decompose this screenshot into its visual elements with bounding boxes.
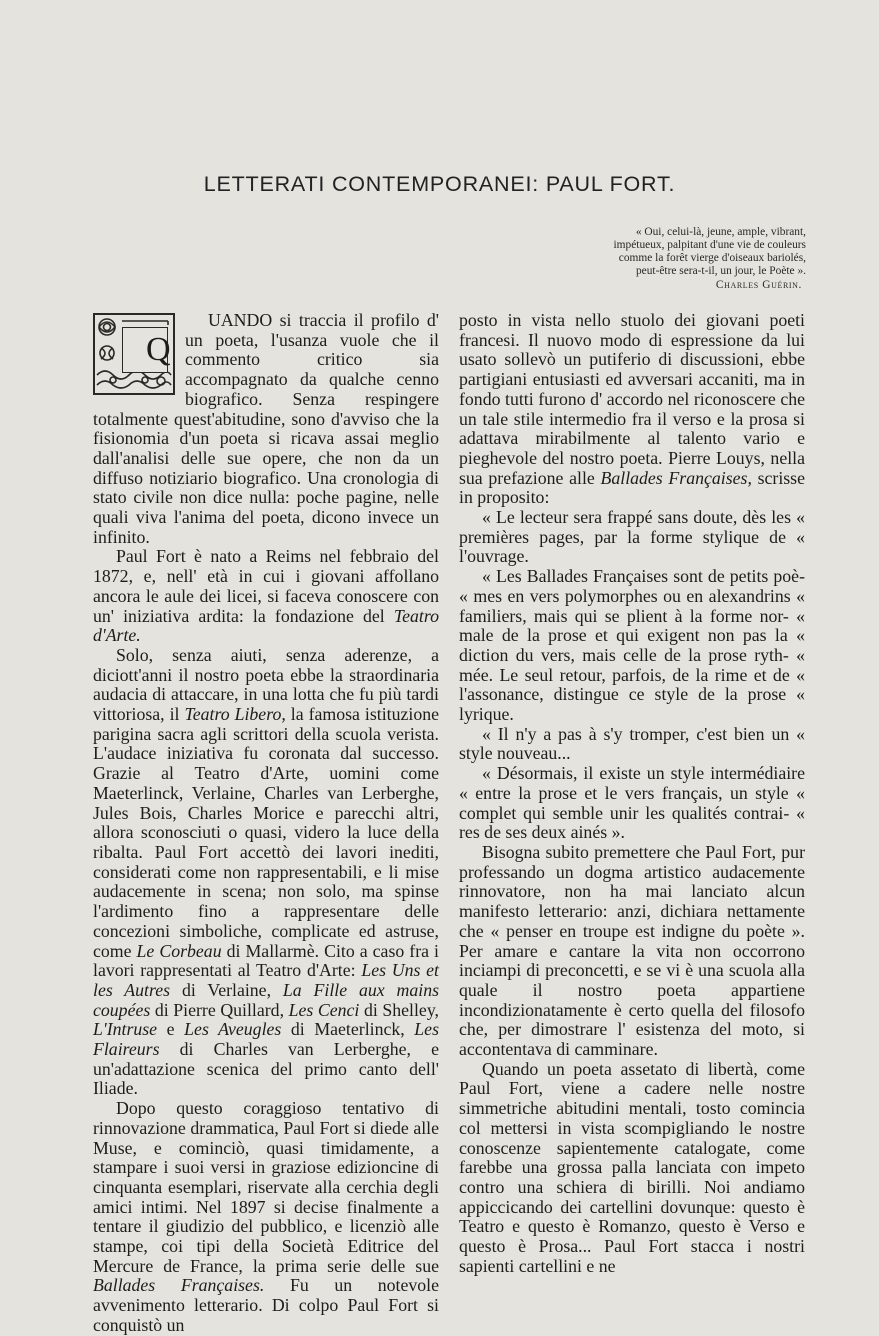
paragraph-text: Paul Fort è nato a Reims nel febbraio del 1872, e, nell' età in cui i giovani affollano ancora le aule dei licei, si faceva conoscere con un' iniziativa ardita: la fondazione del [93, 546, 439, 626]
italic-title: Les Uns et les Autres [93, 960, 440, 1000]
paragraph-text: di Charles van Lerberghe, e un'adattazione scenica del primo canto dell' Iliade. [93, 1039, 439, 1099]
epigraph [506, 226, 806, 292]
italic-title: Teatro d'Arte. [93, 605, 439, 646]
italic-title: Les Aveugles [184, 1019, 282, 1040]
paragraph-text: Solo, senza aiuti, senza aderenze, a diciott'anni il nostro poeta ebbe la straordinaria audacia di attaccare, in una lotta che fu più tardi vittoriosa, il [93, 644, 439, 725]
paragraph [459, 311, 805, 508]
right-column [459, 311, 805, 1276]
dropcap-letter: Q [122, 327, 168, 373]
paragraph-text: posto in vista nello stuolo dei giovani poeti francesi. Il nuovo modo di espressione da lui usato sollevò un putiferio di discussioni, ebbe partigiani entusiasti ed avversari accaniti, ma in fondo tutti furono d' accordo nel riconoscere che un tale stile intermedio fra il verso e la prosa si adattava mirabilmente al talento vario e pieghevole del nostro poeta. Pierre Louys, nella sua prefazione alle [459, 310, 805, 488]
italic-title: Ballades Françaises, [600, 467, 752, 488]
paragraph-text: la famosa istituzione parigina sacra agli scrittori della scuola verista. L'audace iniziativa fu coronata dal successo. Grazie al Teatro d'Arte, uomini come Maeterlinck, Verlaine, Charles van Lerberghe, Jules Bois, Charles Morice e parecchi altri, allora sconosciuti o quasi, videro la luce della ribalta. Paul Fort accettò dei lavori inediti, considerati come non rappresentabili, e li mise audacemente in scena; non solo, ma spinse l'ardimento fino a rappresentare delle concezioni simboliche, complicate ed astruse, come [93, 704, 439, 961]
epigraph-line: impétueux, palpitant d'une vie de couleurs [613, 239, 806, 251]
quotation: « Désormais, il existe un style intermédiaire « entre la prose et le vers français, un style « complet qui semble unir les qualités contrai- « res de ses deux ainés ». [459, 763, 805, 843]
paragraph-text: scrisse in proposito: [459, 467, 805, 508]
paragraph-text: di Maeterlinck, [281, 1019, 415, 1040]
paragraph [93, 646, 439, 1099]
italic-title: Teatro Libero, [184, 704, 286, 725]
epigraph-line: peut-être sera-t-il, un jour, le Poète ». [635, 265, 806, 277]
epigraph-line: « Oui, celui-là, jeune, ample, vibrant, [635, 226, 806, 238]
paragraph-text: e [157, 1019, 185, 1040]
paragraph-text: Fu un notevole avvenimento letterario. Di colpo Paul Fort si conquistò un [93, 1275, 440, 1335]
quotation: « Le lecteur sera frappé sans doute, dès les « premières pages, par la forme stylique de « l'ouvrage. [459, 507, 805, 567]
paragraph [93, 1099, 439, 1335]
epigraph-author: Charles Guérin. [715, 279, 802, 291]
article-title: LETTERATI CONTEMPORANEI: PAUL FORT. [203, 172, 676, 196]
left-column [93, 311, 439, 1336]
italic-title: La Fille aux mains coupées [93, 979, 440, 1020]
paragraph-text: Dopo questo coraggioso tentativo di rinnovazione drammatica, Paul Fort si diede alle Muse, e cominciò, quasi timidamente, a stampare i suoi versi in graziose edizioncine di cinquanta esemplari, riservate alla cerchia degli amici intimi. Nel 1897 si decise finalmente a tentare il giudizio del pubblico, e licenziò alle stampe, coi tipi della Società Editrice del Mercure de France, la prima serie delle sue [93, 1098, 439, 1276]
paragraph-text: di Mallarmè. Cito a caso fra i lavori rappresentati al Teatro d'Arte: [93, 940, 439, 981]
paragraph-text: di Shelley, [359, 999, 439, 1020]
italic-title: Le Corbeau [136, 940, 222, 961]
epigraph-line: comme la forêt vierge d'oiseaux bariolés, [618, 252, 806, 264]
italic-title: L'Intruse [93, 1019, 158, 1040]
italic-title: Les Flaireurs [93, 1019, 439, 1060]
paragraph [93, 311, 439, 547]
paragraph-text: di Pierre Quillard, [150, 999, 289, 1020]
italic-title: Les Cenci [288, 999, 360, 1020]
paragraph-text: UANDO si traccia il profilo d' un poeta, l'usanza vuole che il commento critico sia accompagnato da qualche cenno biografico. Senza respingere totalmente quest'abitudine, sono d'avviso che la fisionomia d'un poeta si ricava assai meglio dall'analisi delle sue opere, che non da un diffuso notiziario biografico. Una cronologia di stato civile non dice nulla: poche pagine, nelle quali viva l'anima del poeta, dicono invece un infinito. [93, 310, 439, 547]
paragraph [93, 547, 439, 646]
paragraph-text: di Verlaine, [170, 979, 283, 1000]
quotation: « Les Ballades Françaises sont de petits poè- « mes en vers polymorphes ou en alexandrins « familiers, mais qui se plient à la forme nor- « male de la prose et qui exigent non pas la « diction du vers, mais celle de la prose ryth- « mée. Le seul retour, parfois, de la rime et de « l'assonance, distingue ce style de la prose « lyrique. [459, 566, 805, 725]
dropcap-ornament [93, 313, 175, 395]
quotation: « Il n'y a pas à s'y tromper, c'est bien un « style nouveau... [459, 723, 805, 764]
italic-title: Ballades Françaises. [93, 1275, 265, 1296]
paragraph: Quando un poeta assetato di libertà, come Paul Fort, viene a cadere nelle nostre simmetriche abitudini mentali, tosto comincia col mettersi in vista scompigliando le nostre conoscenze sapientemente catalogate, come farebbe una grossa palla lanciata con impeto contro una schiera di birilli. Noi andiamo appiccicando dei cartellini dovunque: questo è Teatro e questo è Romanzo, questo è Verso e questo è Prosa... Paul Fort stacca i nostri sapienti cartellini e ne [459, 1058, 805, 1276]
paragraph: Bisogna subito premettere che Paul Fort, pur professando un dogma artistico audacemente rinnovatore, non ha mai lanciato alcun manifesto letterario: anzi, dichiara nettamente che « penser en troupe est indigne du poète ». Per amare e cantare la vita non occorrono inciampi di preconcetti, e se vi è una scuola alla quale il nostro poeta appartiene incondizionatamente è certo quella del filosofo che, per dimostrare l' esistenza del moto, si accontentava di camminare. [459, 841, 805, 1060]
